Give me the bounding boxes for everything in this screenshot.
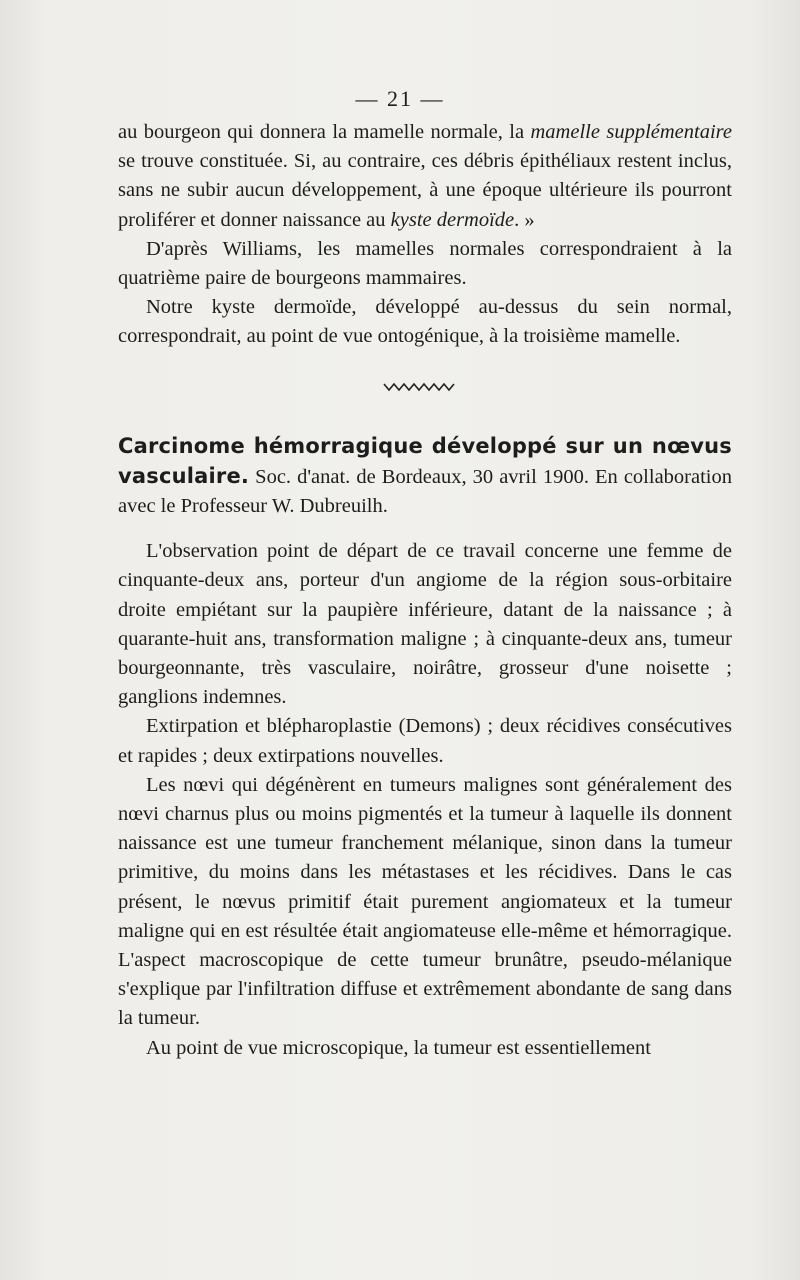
intro-paragraph-1 <box>118 118 732 235</box>
italic-term-kyste-dermoide: kyste dermoïde <box>390 208 515 231</box>
text-run: au bourgeon qui donnera la mamelle normale, la <box>118 121 531 143</box>
section-body <box>118 537 732 1063</box>
section-paragraph-4: Au point de vue microscopique, la tumeur est essentiellement <box>146 1036 651 1059</box>
intro-paragraph-3: Notre kyste dermoïde, développé au-dessus du sein normal, correspondrait, au point de vue ontogénique, à la troisième mamelle. <box>118 296 732 348</box>
intro-paragraph-2: D'après Williams, les mamelles normales correspondraient à la quatrième paire de bourgeons mammaires. <box>118 237 732 290</box>
page-number: — 21 — <box>355 86 445 111</box>
section-title: Carcinome hémorragique développé sur un nœvus vasculaire. <box>118 433 732 488</box>
ornament-divider <box>382 380 458 394</box>
text-run: se trouve constituée. Si, au contraire, ces débris épithéliaux restent inclus, sans ne subir aucun développement, à une époque ultérieure ils pourront proliférer et donner naissance au <box>118 150 732 231</box>
section-heading <box>118 432 732 522</box>
section-heading-paragraph <box>118 432 732 522</box>
section-paragraph-1: L'observation point de départ de ce travail concerne une femme de cinquante-deux ans, porteur d'un angiome de la région sous-orbitaire droite empiétant sur la paupière inférieure, datant de la naissance ; à quarante-huit ans, transformation maligne ; à cinquante-deux ans, tumeur bourgeonnante, très vasculaire, noirâtre, grosseur d'une noisette ; ganglions indemnes. <box>118 540 732 709</box>
section-paragraph-3: Les nœvi qui dégénèrent en tumeurs malignes sont généralement des nœvi charnus plus ou moins pigmentés et la tumeur à laquelle ils donnent naissance est une tumeur franchement mélanique, sinon dans la tumeur primitive, du moins dans les métastases et les récidives. Dans le cas présent, le nœvus primitif était purement angiomateux et la tumeur maligne qui en est résultée était angiomateuse elle-même et hémorragique. L'aspect macroscopique de cette tumeur brunâtre, pseudo-mélanique s'explique par l'infiltration diffuse et extrêmement abondante de sang dans la tumeur. <box>118 773 732 1030</box>
section-citation: Soc. d'anat. de Bordeaux, 30 avril 1900. En collaboration avec le Professeur W. Dubreuilh. <box>118 465 732 518</box>
text-run: . » <box>514 208 535 231</box>
page-body <box>118 118 732 1063</box>
section-paragraph-2: Extirpation et blépharoplastie (Demons) ; deux récidives consécutives et rapides ; deux extirpations nouvelles. <box>118 715 732 767</box>
italic-term-mamelle-supplementaire: mamelle supplémentaire <box>530 121 732 143</box>
